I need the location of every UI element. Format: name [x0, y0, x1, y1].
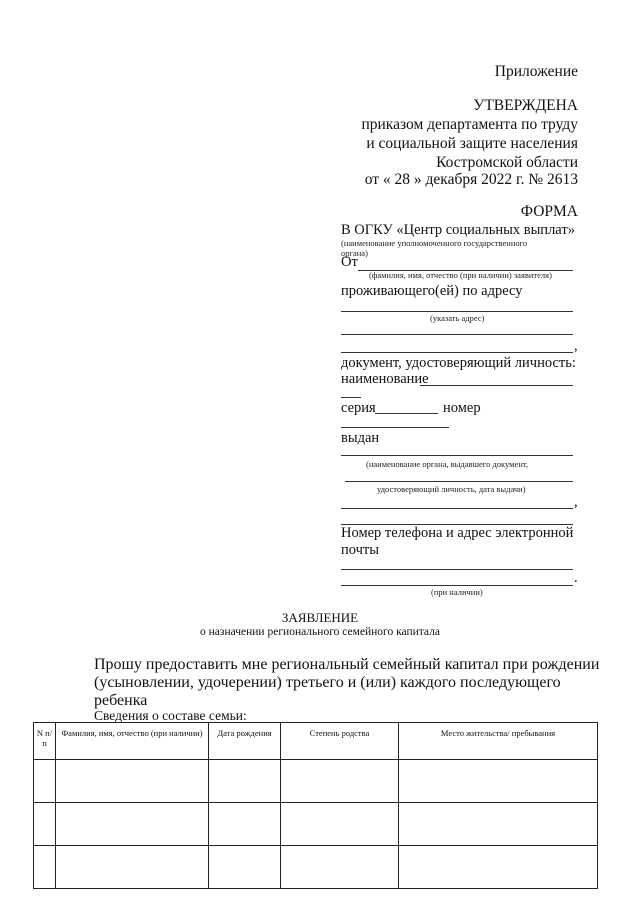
- addressee-to: В ОГКУ «Центр социальных выплат»: [341, 222, 575, 238]
- document-name-label: наименование: [341, 371, 429, 387]
- document-name-line[interactable]: [420, 385, 573, 386]
- issued-comma: ,: [574, 494, 578, 510]
- order-line-2: и социальной защите населения: [366, 135, 578, 152]
- family-table: [33, 722, 598, 889]
- table-cell[interactable]: [209, 846, 281, 889]
- form-label: ФОРМА: [520, 203, 578, 220]
- col-header-birthdate: Дата рождения: [209, 723, 281, 760]
- statement-title: ЗАЯВЛЕНИЕ: [281, 610, 359, 625]
- col-header-residence: Место жительства/ пребывания: [399, 723, 598, 760]
- table-cell[interactable]: [281, 846, 399, 889]
- document-label: документ, удостоверяющий личность:: [341, 355, 576, 371]
- order-line-4: от « 28 » декабря 2022 г. № 2613: [364, 171, 578, 188]
- issued-line-1[interactable]: [341, 455, 573, 456]
- from-hint: (фамилия, имя, отчество (при наличии) заявителя): [369, 270, 552, 280]
- statement-line-1: Прошу предоставить мне региональный семейный капитал при рождении: [94, 656, 600, 673]
- table-cell[interactable]: [56, 760, 209, 803]
- table-cell[interactable]: [34, 803, 56, 846]
- number-line[interactable]: [341, 427, 449, 428]
- table-row: [34, 760, 598, 803]
- issued-label: выдан: [341, 430, 380, 446]
- from-label: От: [341, 254, 358, 270]
- residing-label: проживающего(ей) по адресу: [341, 283, 523, 299]
- family-label: Сведения о составе семьи:: [94, 708, 247, 723]
- addressee-hint-2: органа): [341, 248, 368, 258]
- phone-line-1[interactable]: [341, 569, 573, 570]
- issued-line-2[interactable]: [345, 481, 573, 482]
- order-line-3: Костромской области: [436, 154, 578, 171]
- issued-line-3[interactable]: [341, 508, 573, 509]
- col-header-number: N п/п: [34, 723, 56, 760]
- table-cell[interactable]: [399, 803, 598, 846]
- statement-line-3: ребенка: [94, 692, 148, 709]
- col-header-relationship: Степень родства: [281, 723, 399, 760]
- phone-dot: .: [574, 570, 578, 586]
- document-name-line-2[interactable]: [341, 397, 361, 398]
- address-line-2[interactable]: [341, 334, 573, 335]
- appendix-label: Приложение: [494, 63, 578, 80]
- statement-line-2: (усыновлении, удочерении) третьего и (или) каждого последующего: [94, 674, 561, 691]
- table-cell[interactable]: [56, 846, 209, 889]
- table-cell[interactable]: [399, 760, 598, 803]
- phone-line-2[interactable]: [341, 585, 573, 586]
- col-header-fullname: Фамилия, имя, отчество (при наличии): [56, 723, 209, 760]
- table-cell[interactable]: [209, 760, 281, 803]
- table-cell[interactable]: [209, 803, 281, 846]
- table-row: [34, 803, 598, 846]
- series-label: серия: [341, 400, 376, 416]
- table-cell[interactable]: [34, 846, 56, 889]
- issuer-hint-2: удостоверяющий личность, дата выдачи): [377, 484, 526, 494]
- table-cell[interactable]: [281, 803, 399, 846]
- series-line[interactable]: [375, 413, 438, 414]
- phone-label-1: Номер телефона и адрес электронной: [341, 525, 574, 541]
- address-comma: ,: [574, 338, 578, 354]
- phone-hint: (при наличии): [431, 587, 483, 597]
- table-cell[interactable]: [56, 803, 209, 846]
- addressee-hint-1: (наименование уполномоченного государственного: [341, 238, 528, 248]
- approved-label: УТВЕРЖДЕНА: [473, 97, 578, 114]
- address-hint: (указать адрес): [430, 313, 485, 323]
- address-line-3[interactable]: [341, 352, 573, 353]
- address-line-1[interactable]: [341, 311, 573, 312]
- table-cell[interactable]: [34, 760, 56, 803]
- issuer-hint-1: (наименование органа, выдавшего документ,: [366, 459, 529, 469]
- table-cell[interactable]: [281, 760, 399, 803]
- number-label: номер: [443, 400, 481, 416]
- table-row: [34, 846, 598, 889]
- statement-subtitle: о назначении регионального семейного капитала: [200, 626, 440, 638]
- order-line-1: приказом департамента по труду: [361, 116, 578, 133]
- phone-label-2: почты: [341, 542, 380, 558]
- table-cell[interactable]: [399, 846, 598, 889]
- family-table-header: [34, 723, 598, 760]
